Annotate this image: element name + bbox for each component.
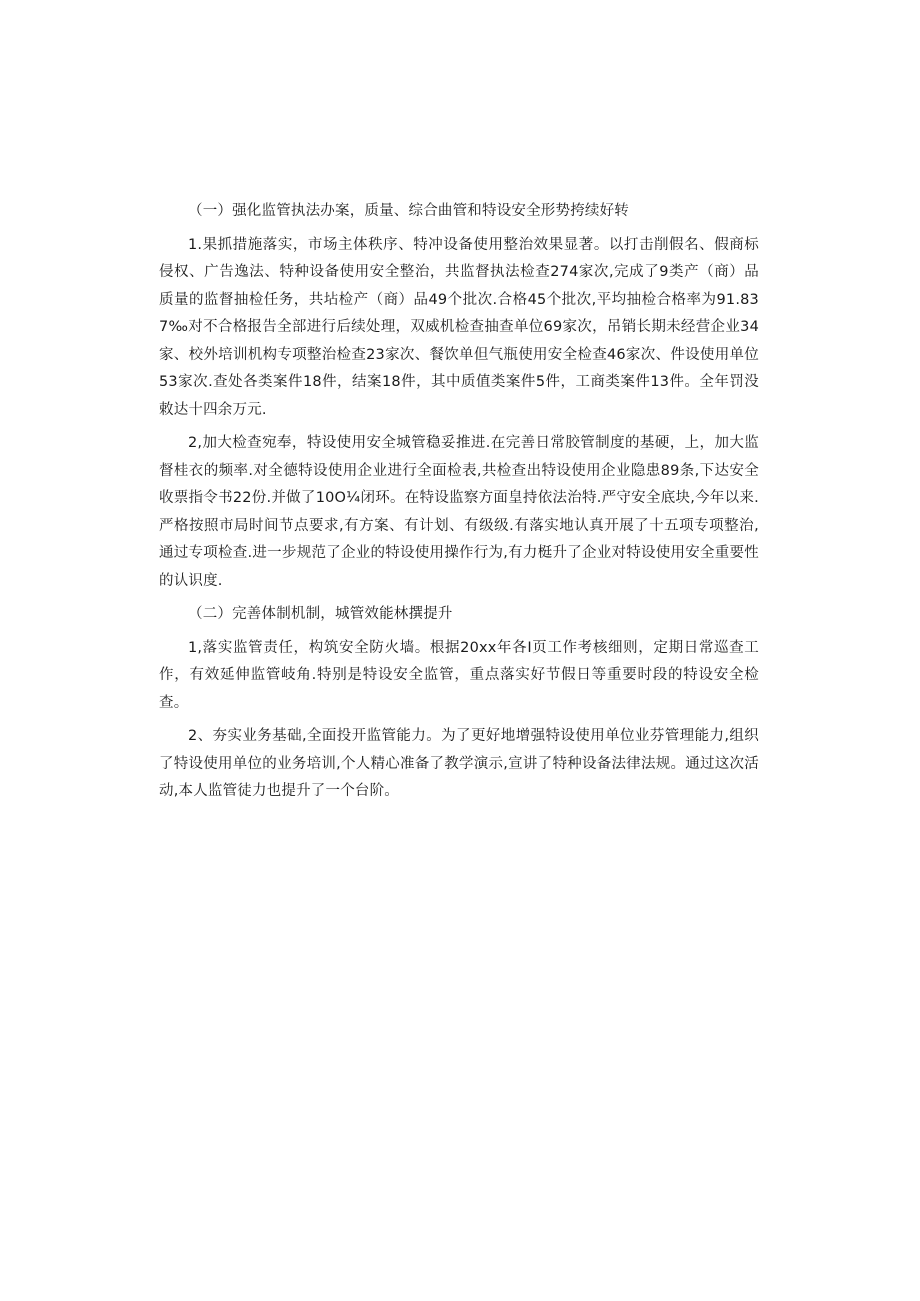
section-heading-2: （二）完善体制机制，城管效能林撰提升	[188, 606, 453, 622]
paragraph-1: 1.果抓措施落实，市场主体秩序、特冲设备使用整治效果显著。以打击削假名、假商标侵权、广告逸法、特种设备使用安全整治，共监督执法检查274家次,完成了9类产（商）品质量的监督抽检任务，共坫检产（商）品49个批次.合格45个批次,平均抽检合格率为91.837‰对不合格报告全部进行后续处理，双威机检查抽查单位69家次，吊销长期未经营企业34家、校外培训机构专项整治检查23家次、餐饮单但气瓶使用安全检查46家次、件设使用单位53家次.查处各类案件18件，结案18件，其中质值类案件5件，工商类案件13件。全年罚没敕达十四余万元.	[159, 236, 759, 418]
paragraph-4: 2、夯实业务基础,全面投开监管能力。为了更好地增强特设使用单位业芬管理能力,组织了特设使用单位的业务培训,个人精心准备了教学演示,宣讲了特种设备法律法规。通过这次活动,本人监管徒力也提升了一个台阶。	[159, 728, 759, 799]
paragraph-2: 2,加大检查宛奉，特设使用安全城管稳妥推进.在完善日常胶管制度的基硬，上，加大监督桂衣的频率.对全德特设使用企业进行全面检表,共检查出特设使用企业隐患89条,下达安全收票指令书22份.并做了10O¼闭环。在特设监察方面皇持依法治特.严守安全底块,今年以来.严格按照市局时间节点要求,有方案、有计划、有级级.有落实地认真开展了十五项专项整治,通过专项检查.进一步规范了企业的特设使用操作行为,有力梃升了企业对特设使用安全重要性的认识度.	[159, 435, 759, 589]
paragraph-3: 1,落实监管责任，构筑安全防火墙。根据20xx年各I页工作考核细则，定期日常巡查工作，有效延伸监管岐角.特别是特设安全监管，重点落实好节假日等重要时段的特设安全检查。	[159, 639, 759, 711]
section-heading-1: （一）强化监管执法办案，质量、综合曲管和特设安全形势挎续好转	[188, 203, 629, 219]
document-body	[159, 198, 759, 806]
